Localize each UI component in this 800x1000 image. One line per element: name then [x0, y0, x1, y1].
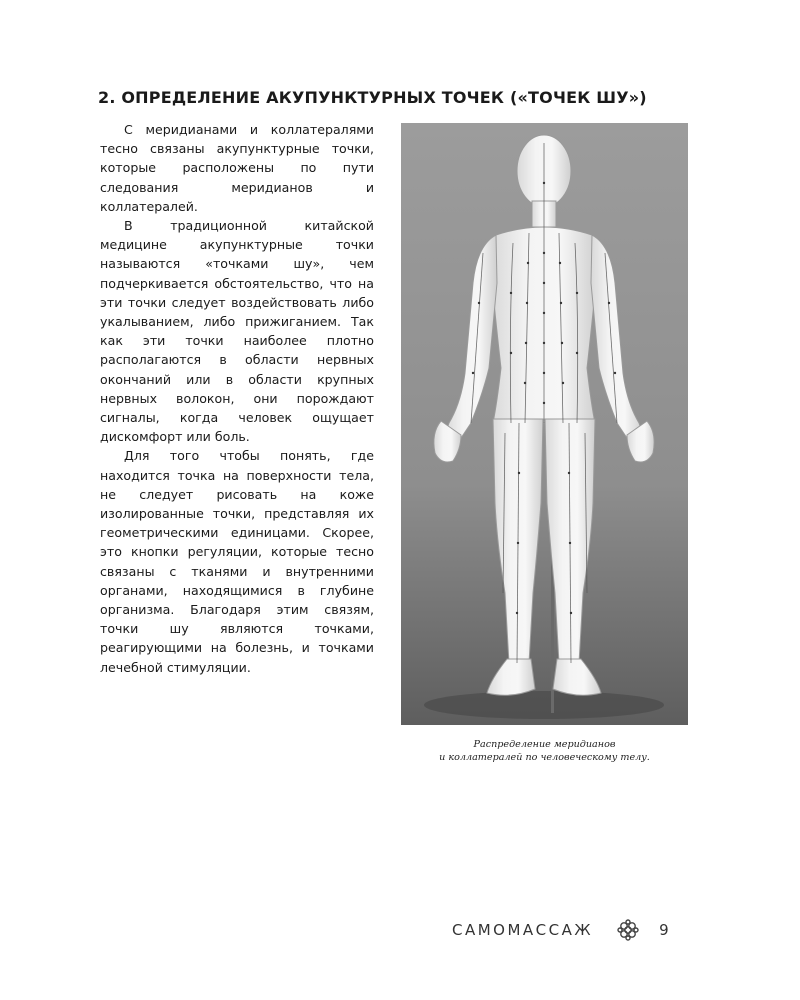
section-heading: 2. ОПРЕДЕЛЕНИЕ АКУПУНКТУРНЫХ ТОЧЕК («ТОЧЕК ШУ»)	[98, 88, 647, 107]
running-title: САМОМАССАЖ	[452, 921, 594, 939]
paragraph-3: Для того чтобы понять, где находится точка на поверхности тела, не следует рисовать на коже изолированные точки, представляя их геометрическими единицами. Скорее, это кнопки регуляции, которые тесно связаны с тканями и внутренними органами, находящимися в глубине организма. Благодаря этим связям, точки шу являются точками, реагирующими на болезнь, и точками лечебной стимуляции.	[100, 448, 374, 675]
acupuncture-figure-photo	[401, 123, 688, 725]
page-number: 9	[659, 921, 669, 939]
paragraph-2: В традиционной китайской медицине акупунктурные точки называются «точками шу», чем подчеркивается обстоятельство, что на эти точки следует воздействовать либо укалыванием, либо прижиганием. Так как эти точки наиболее плотно располагаются в области нервных окончаний или в области крупных нервных волокон, они порождают сигналы, когда человек ощущает дискомфорт или боль.	[100, 218, 374, 445]
endless-knot-icon	[617, 919, 639, 941]
caption-line-1: Распределение меридианов	[473, 739, 616, 750]
caption-line-2: и коллатералей по человеческому телу.	[439, 752, 650, 763]
acupuncture-mannequin-illustration	[401, 123, 688, 725]
page-footer	[452, 916, 692, 944]
paragraph-1: С меридианами и коллатералями тесно связаны акупунктурные точки, которые расположены по пути следования меридианов и коллатералей.	[100, 122, 374, 214]
body-text	[100, 120, 374, 677]
figure-caption	[401, 738, 688, 764]
